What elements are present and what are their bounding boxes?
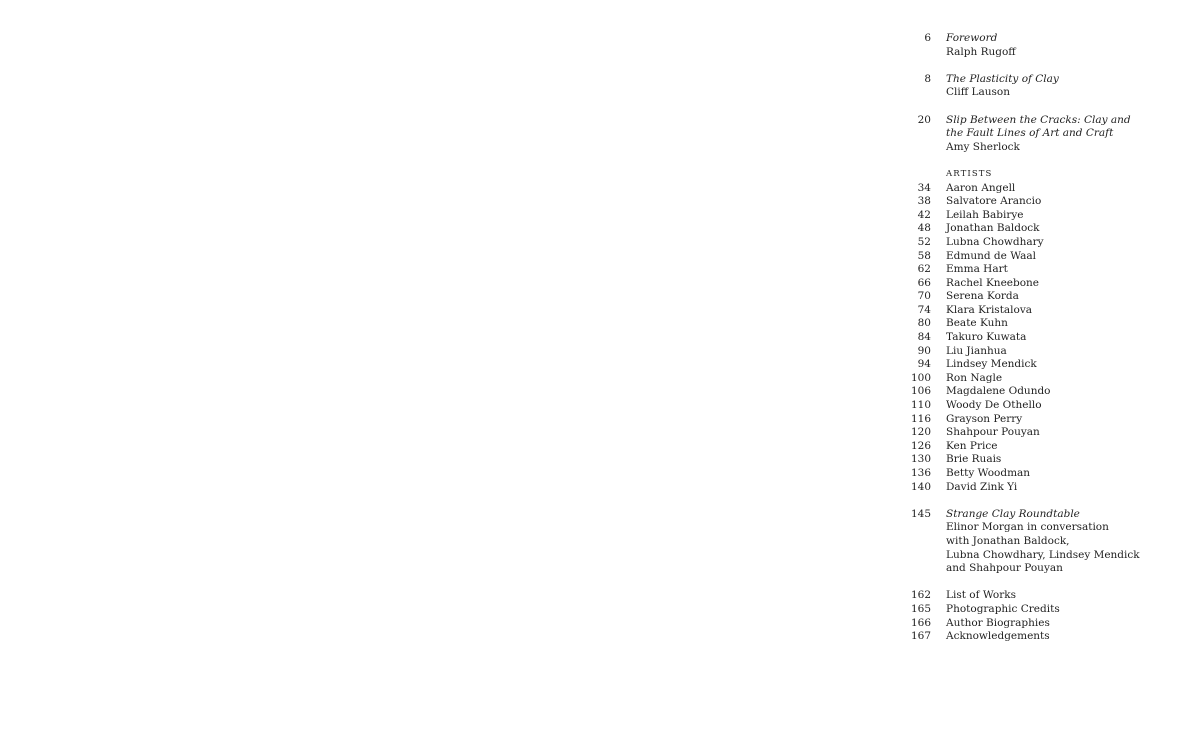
page-number: 66 [917,276,931,289]
artist-entry-label: Woody De Othello [946,399,1042,412]
back-matter-entry [900,617,1190,631]
artist-entry [900,209,1190,223]
page-number: 94 [917,358,931,371]
toc-entry-foreword [900,32,1190,59]
artist-entry [900,263,1190,277]
artist-entry-label: Rachel Kneebone [946,276,1040,289]
artist-entry [900,331,1190,345]
roundtable-title: Strange Clay Roundtable [946,507,1080,520]
artist-entry [900,399,1190,413]
artist-entry [900,440,1190,454]
page-number: 38 [917,195,931,208]
page-number: 90 [917,344,931,357]
artist-entry-label: Ron Nagle [946,371,1003,384]
toc-entry-plasticity [900,73,1190,100]
page-number: 48 [917,222,931,235]
essay-title: Foreword [946,32,998,44]
toc-entry-slip [900,114,1190,155]
back-matter-entry-label: Photographic Credits [946,602,1060,615]
artist-entry [900,372,1190,386]
artist-entry [900,413,1190,427]
artist-entry-label: Edmund de Waal [946,249,1036,262]
table-of-contents [900,32,1190,644]
page-number: 106 [910,385,931,398]
back-matter-entry [900,589,1190,603]
artist-entry [900,467,1190,481]
page-number: 58 [917,249,931,262]
artist-entry [900,304,1190,318]
page-number: 162 [910,589,931,602]
artist-entry [900,385,1190,399]
page-number: 42 [917,208,931,221]
artist-entry [900,236,1190,250]
artist-entry [900,426,1190,440]
entry-body [946,32,1190,59]
roundtable-line: Lubna Chowdhary, Lindsey Mendick [946,548,1140,561]
page-number: 145 [910,507,931,520]
artist-entry-label: Serena Korda [946,290,1019,303]
artist-entry [900,222,1190,236]
page-number: 20 [917,113,931,126]
back-matter-entry-label: Author Biographies [946,616,1050,629]
page-number: 110 [910,399,931,412]
entry-body [946,508,1190,576]
artist-entry-label: Shahpour Pouyan [946,426,1040,439]
essay-author: Ralph Rugoff [946,45,1016,58]
toc-entry-roundtable [900,508,1190,576]
page-number: 8 [924,72,931,85]
artist-entry-label: Magdalene Odundo [946,385,1051,398]
artist-entry [900,345,1190,359]
artist-entry [900,277,1190,291]
page-number: 165 [910,602,931,615]
essay-author: Cliff Lauson [946,86,1011,99]
artist-entry-label: Liu Jianhua [946,344,1007,357]
artist-entry [900,481,1190,495]
page-number: 34 [917,181,931,194]
artist-entry-label: Beate Kuhn [946,317,1008,330]
artist-entry-label: Brie Ruais [946,453,1002,466]
page-number: 6 [924,32,931,44]
page-number: 80 [917,317,931,330]
artist-entry [900,453,1190,467]
artist-entry-label: Lindsey Mendick [946,358,1037,371]
artist-entry-label: Leilah Babirye [946,208,1024,221]
page-number: 74 [917,303,931,316]
spacer [900,59,1190,73]
page-number: 130 [910,453,931,466]
page-number: 100 [910,371,931,384]
spacer [900,100,1190,114]
entry-body [946,114,1190,155]
artist-entry-label: Klara Kristalova [946,303,1033,316]
back-matter-list [900,589,1190,643]
spacer [900,154,1190,168]
roundtable-line: and Shahpour Pouyan [946,562,1063,575]
artist-entry-label: Lubna Chowdhary [946,235,1044,248]
artist-entry [900,317,1190,331]
artist-entry [900,182,1190,196]
artist-entry-label: Grayson Perry [946,412,1023,425]
back-matter-entry [900,603,1190,617]
page-number: 62 [917,263,931,276]
page-number: 116 [910,412,931,425]
page-number: 70 [917,290,931,303]
entry-body [946,73,1190,100]
artist-entry-label: Aaron Angell [946,181,1016,194]
artist-entry-label: Salvatore Arancio [946,195,1042,208]
artist-entry [900,250,1190,264]
essay-title-line-2: the Fault Lines of Art and Craft [946,127,1114,140]
essay-title: The Plasticity of Clay [946,72,1059,85]
artist-entry-label: Takuro Kuwata [946,331,1027,344]
artist-entry [900,290,1190,304]
page-number: 126 [910,439,931,452]
artists-heading: ARTISTS [946,168,993,179]
spacer [900,576,1190,590]
artist-entry [900,358,1190,372]
page-number: 120 [910,426,931,439]
back-matter-entry [900,630,1190,644]
page-number: 84 [917,331,931,344]
artist-entry-label: Jonathan Baldock [946,222,1040,235]
page-number: 166 [910,616,931,629]
back-matter-entry-label: Acknowledgements [946,630,1050,643]
page-number: 52 [917,235,931,248]
spacer [900,494,1190,508]
page-number: 140 [910,480,931,493]
artist-entry-label: Emma Hart [946,263,1008,276]
artists-list [900,182,1190,495]
page-number: 136 [910,467,931,479]
roundtable-line: with Jonathan Baldock, [946,534,1070,547]
artist-entry-label: David Zink Yi [946,480,1018,493]
page-number: 167 [910,630,931,643]
back-matter-entry-label: List of Works [946,589,1016,602]
essay-author: Amy Sherlock [946,140,1020,153]
artist-entry-label: Betty Woodman [946,467,1031,479]
essay-title-line-1: Slip Between the Cracks: Clay and [946,113,1131,126]
roundtable-line: Elinor Morgan in conversation [946,521,1109,534]
artist-entry [900,195,1190,209]
artist-entry-label: Ken Price [946,439,998,452]
